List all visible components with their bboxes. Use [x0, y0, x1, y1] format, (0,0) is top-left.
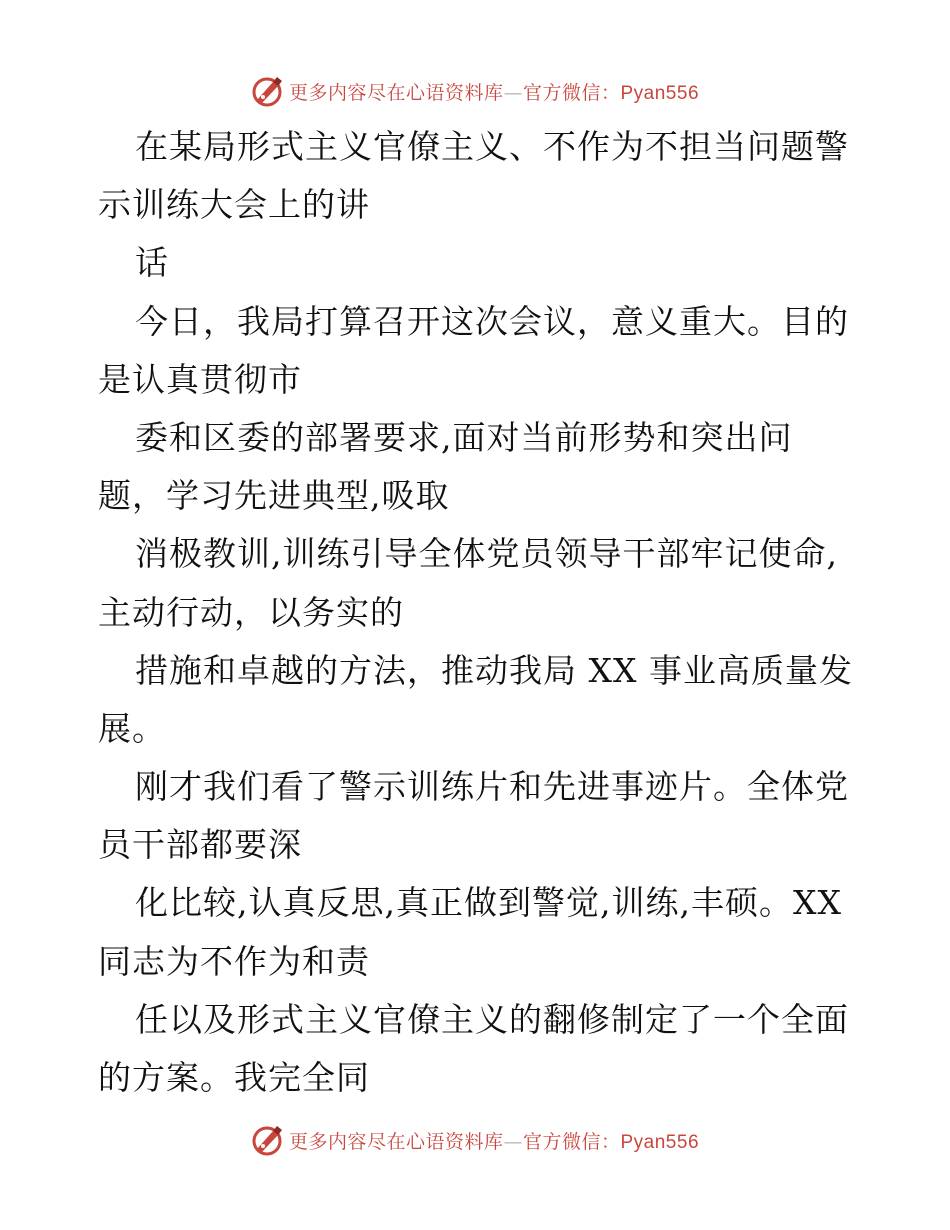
- text-line: 任以及形式主义官僚主义的翻修制定了一个全面: [135, 999, 849, 1039]
- pen-logo-icon: [251, 74, 285, 108]
- text-line: 话: [135, 243, 169, 283]
- text-line: 措施和卓越的方法，推动我局 XX 事业高质量发: [135, 650, 853, 690]
- text-line: 今日，我局打算召开这次会议，意义重大。目的: [135, 301, 849, 341]
- text-line: 展。: [98, 708, 166, 748]
- text-line: 在某局形式主义官僚主义、不作为不担当问题警: [135, 127, 849, 166]
- text-line: 消极教训,训练引导全体党员领导干部牢记使命,: [135, 534, 838, 574]
- pen-logo-icon: [251, 1123, 285, 1157]
- text-line: 委和区委的部署要求,面对当前形势和突出问: [135, 417, 793, 457]
- text-line: 主动行动，以务实的: [98, 592, 404, 632]
- text-line: 的方案。我完全同: [98, 1058, 370, 1097]
- text-line: 是认真贯彻市: [98, 359, 302, 399]
- banner-text: 更多内容尽在心语资料库—官方微信：Pyan556: [288, 1130, 700, 1153]
- text-line: 员干部都要深: [98, 825, 302, 865]
- text-line: 同志为不作为和责: [98, 941, 370, 981]
- text-line: 化比较,认真反思,真正做到警觉,训练,丰硕。XX: [135, 883, 842, 923]
- header-banner: [0, 69, 950, 113]
- document-body: [98, 118, 858, 1107]
- text-line: 刚才我们看了警示训练片和先进事迹片。全体党: [135, 767, 849, 807]
- banner-text: 更多内容尽在心语资料库—官方微信：Pyan556: [288, 81, 700, 104]
- text-line: 题，学习先进典型,吸取: [98, 476, 450, 516]
- footer-banner: [0, 1118, 950, 1162]
- text-line: 示训练大会上的讲: [98, 185, 370, 225]
